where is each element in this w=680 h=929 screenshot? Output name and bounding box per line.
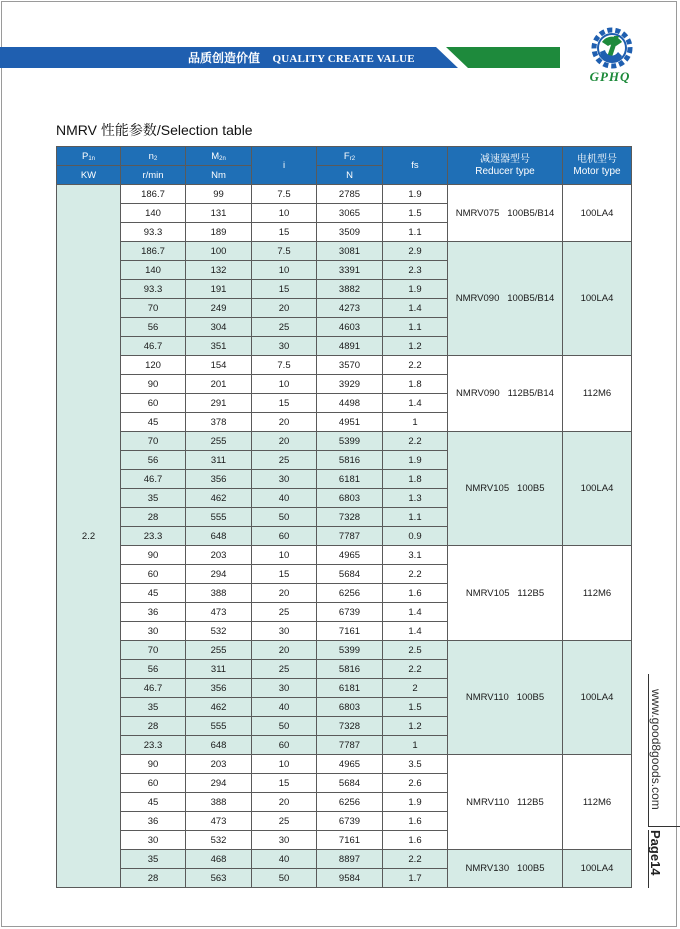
- service-factor-cell: 1.8: [383, 375, 448, 394]
- ratio-cell: 25: [252, 318, 317, 337]
- torque-cell: 131: [186, 204, 252, 223]
- torque-cell: 201: [186, 375, 252, 394]
- torque-cell: 191: [186, 280, 252, 299]
- speed-cell: 36: [121, 603, 186, 622]
- logo-text: GPHQ: [589, 69, 631, 84]
- speed-cell: 120: [121, 356, 186, 375]
- radial-load-cell: 3509: [317, 223, 383, 242]
- radial-load-cell: 2785: [317, 185, 383, 204]
- torque-cell: 294: [186, 565, 252, 584]
- service-factor-cell: 2.6: [383, 774, 448, 793]
- speed-cell: 56: [121, 660, 186, 679]
- service-factor-cell: 1.6: [383, 812, 448, 831]
- ratio-cell: 25: [252, 812, 317, 831]
- speed-cell: 46.7: [121, 337, 186, 356]
- table-row: [57, 850, 632, 869]
- radial-load-cell: 3065: [317, 204, 383, 223]
- speed-cell: 35: [121, 489, 186, 508]
- reducer-type-cell: NMRV105 100B5: [448, 432, 563, 546]
- torque-cell: 648: [186, 736, 252, 755]
- speed-cell: 140: [121, 261, 186, 280]
- speed-cell: 140: [121, 204, 186, 223]
- radial-load-cell: 6739: [317, 812, 383, 831]
- torque-cell: 462: [186, 489, 252, 508]
- ratio-cell: 15: [252, 280, 317, 299]
- service-factor-cell: 1.7: [383, 869, 448, 888]
- ratio-cell: 20: [252, 432, 317, 451]
- radial-load-cell: 6181: [317, 470, 383, 489]
- service-factor-cell: 3.5: [383, 755, 448, 774]
- service-factor-cell: 1.4: [383, 622, 448, 641]
- ratio-cell: 7.5: [252, 356, 317, 375]
- service-factor-cell: 1.4: [383, 299, 448, 318]
- radial-load-cell: 4965: [317, 546, 383, 565]
- torque-cell: 255: [186, 641, 252, 660]
- service-factor-cell: 1.5: [383, 698, 448, 717]
- reducer-type-cell: NMRV090 100B5/B14: [448, 242, 563, 356]
- motor-type-cell: 112M6: [563, 755, 632, 850]
- radial-load-cell: 7161: [317, 831, 383, 850]
- motor-type-cell: 112M6: [563, 546, 632, 641]
- speed-cell: 93.3: [121, 223, 186, 242]
- motor-type-cell: 100LA4: [563, 432, 632, 546]
- col-header-reducer-type: 减速器型号 Reducer type: [448, 147, 563, 185]
- torque-cell: 291: [186, 394, 252, 413]
- ratio-cell: 40: [252, 698, 317, 717]
- service-factor-cell: 2.2: [383, 850, 448, 869]
- ratio-cell: 30: [252, 622, 317, 641]
- service-factor-cell: 2.2: [383, 565, 448, 584]
- speed-cell: 46.7: [121, 679, 186, 698]
- speed-cell: 28: [121, 508, 186, 527]
- page-number: Page14: [648, 830, 663, 876]
- service-factor-cell: 1.3: [383, 489, 448, 508]
- speed-cell: 45: [121, 413, 186, 432]
- ratio-cell: 10: [252, 546, 317, 565]
- ratio-cell: 40: [252, 850, 317, 869]
- reducer-type-cell: NMRV110 100B5: [448, 641, 563, 755]
- service-factor-cell: 2.2: [383, 356, 448, 375]
- service-factor-cell: 0.9: [383, 527, 448, 546]
- torque-cell: 473: [186, 812, 252, 831]
- ratio-cell: 20: [252, 641, 317, 660]
- service-factor-cell: 1.9: [383, 185, 448, 204]
- ratio-cell: 50: [252, 508, 317, 527]
- radial-load-cell: 6739: [317, 603, 383, 622]
- torque-cell: 462: [186, 698, 252, 717]
- service-factor-cell: 1: [383, 736, 448, 755]
- speed-cell: 60: [121, 565, 186, 584]
- table-row: [57, 185, 632, 204]
- service-factor-cell: 1.1: [383, 223, 448, 242]
- service-factor-cell: 1.9: [383, 793, 448, 812]
- service-factor-cell: 1.4: [383, 394, 448, 413]
- unit-speed: r/min: [121, 166, 186, 185]
- table-row: [57, 755, 632, 774]
- torque-cell: 203: [186, 546, 252, 565]
- torque-cell: 100: [186, 242, 252, 261]
- motor-type-cell: 100LA4: [563, 850, 632, 888]
- speed-cell: 45: [121, 793, 186, 812]
- service-factor-cell: 1.1: [383, 318, 448, 337]
- radial-load-cell: 5399: [317, 432, 383, 451]
- speed-cell: 186.7: [121, 185, 186, 204]
- ratio-cell: 30: [252, 679, 317, 698]
- speed-cell: 56: [121, 318, 186, 337]
- radial-load-cell: 8897: [317, 850, 383, 869]
- ratio-cell: 20: [252, 584, 317, 603]
- radial-load-cell: 9584: [317, 869, 383, 888]
- speed-cell: 60: [121, 774, 186, 793]
- ratio-cell: 50: [252, 869, 317, 888]
- ratio-cell: 60: [252, 736, 317, 755]
- torque-cell: 249: [186, 299, 252, 318]
- service-factor-cell: 2.9: [383, 242, 448, 261]
- reducer-type-cell: NMRV110 112B5: [448, 755, 563, 850]
- radial-load-cell: 5684: [317, 565, 383, 584]
- ratio-cell: 10: [252, 755, 317, 774]
- side-divider: [648, 826, 680, 827]
- ratio-cell: 15: [252, 223, 317, 242]
- col-header-service-factor: fs: [383, 147, 448, 185]
- table-row: [57, 432, 632, 451]
- service-factor-cell: 1.9: [383, 451, 448, 470]
- ratio-cell: 7.5: [252, 242, 317, 261]
- section-title: NMRV 性能参数/Selection table: [56, 122, 253, 138]
- torque-cell: 356: [186, 470, 252, 489]
- torque-cell: 154: [186, 356, 252, 375]
- banner-cn-title: 品质创造价值: [188, 51, 261, 65]
- reducer-type-cell: NMRV105 112B5: [448, 546, 563, 641]
- radial-load-cell: 3391: [317, 261, 383, 280]
- motor-type-cell: 100LA4: [563, 242, 632, 356]
- unit-radial-load: N: [317, 166, 383, 185]
- speed-cell: 90: [121, 546, 186, 565]
- radial-load-cell: 6803: [317, 698, 383, 717]
- torque-cell: 388: [186, 793, 252, 812]
- table-header-row: [57, 147, 632, 166]
- service-factor-cell: 1.4: [383, 603, 448, 622]
- radial-load-cell: 6803: [317, 489, 383, 508]
- radial-load-cell: 7161: [317, 622, 383, 641]
- speed-cell: 90: [121, 375, 186, 394]
- table-row: [57, 242, 632, 261]
- speed-cell: 70: [121, 299, 186, 318]
- speed-cell: 30: [121, 622, 186, 641]
- speed-cell: 60: [121, 394, 186, 413]
- torque-cell: 189: [186, 223, 252, 242]
- radial-load-cell: 7787: [317, 736, 383, 755]
- ratio-cell: 60: [252, 527, 317, 546]
- unit-torque: Nm: [186, 166, 252, 185]
- torque-cell: 532: [186, 622, 252, 641]
- ratio-cell: 25: [252, 660, 317, 679]
- torque-cell: 304: [186, 318, 252, 337]
- ratio-cell: 7.5: [252, 185, 317, 204]
- motor-type-cell: 112M6: [563, 356, 632, 432]
- radial-load-cell: 6256: [317, 793, 383, 812]
- speed-cell: 46.7: [121, 470, 186, 489]
- speed-cell: 30: [121, 831, 186, 850]
- ratio-cell: 20: [252, 299, 317, 318]
- speed-cell: 35: [121, 698, 186, 717]
- ratio-cell: 15: [252, 394, 317, 413]
- radial-load-cell: 7328: [317, 717, 383, 736]
- torque-cell: 468: [186, 850, 252, 869]
- torque-cell: 311: [186, 451, 252, 470]
- radial-load-cell: 3929: [317, 375, 383, 394]
- ratio-cell: 15: [252, 565, 317, 584]
- radial-load-cell: 3882: [317, 280, 383, 299]
- ratio-cell: 20: [252, 413, 317, 432]
- col-header-power: $P_{1n}$: [57, 147, 121, 166]
- radial-load-cell: 4965: [317, 755, 383, 774]
- speed-cell: 45: [121, 584, 186, 603]
- torque-cell: 132: [186, 261, 252, 280]
- banner-en-title: QUALITY CREATE VALUE: [272, 53, 415, 65]
- selection-table: [56, 146, 632, 888]
- torque-cell: 532: [186, 831, 252, 850]
- torque-cell: 203: [186, 755, 252, 774]
- ratio-cell: 30: [252, 470, 317, 489]
- torque-cell: 473: [186, 603, 252, 622]
- ratio-cell: 30: [252, 337, 317, 356]
- col-header-torque: $M_{2n}$: [186, 147, 252, 166]
- service-factor-cell: 1.1: [383, 508, 448, 527]
- torque-cell: 378: [186, 413, 252, 432]
- speed-cell: 36: [121, 812, 186, 831]
- speed-cell: 93.3: [121, 280, 186, 299]
- power-cell: 2.2: [57, 185, 121, 888]
- radial-load-cell: 4891: [317, 337, 383, 356]
- ratio-cell: 30: [252, 831, 317, 850]
- col-header-ratio: i: [252, 147, 317, 185]
- reducer-type-cell: NMRV075 100B5/B14: [448, 185, 563, 242]
- torque-cell: 555: [186, 717, 252, 736]
- service-factor-cell: 2.2: [383, 660, 448, 679]
- service-factor-cell: 2: [383, 679, 448, 698]
- service-factor-cell: 1.6: [383, 584, 448, 603]
- unit-power: KW: [57, 166, 121, 185]
- torque-cell: 555: [186, 508, 252, 527]
- speed-cell: 35: [121, 850, 186, 869]
- torque-cell: 356: [186, 679, 252, 698]
- ratio-cell: 50: [252, 717, 317, 736]
- col-header-radial-load: $F_{r2}$: [317, 147, 383, 166]
- radial-load-cell: 5816: [317, 660, 383, 679]
- col-header-speed: $n_2$: [121, 147, 186, 166]
- ratio-cell: 25: [252, 451, 317, 470]
- col-header-motor-type: 电机型号 Motor type: [563, 147, 632, 185]
- torque-cell: 255: [186, 432, 252, 451]
- motor-type-cell: 100LA4: [563, 185, 632, 242]
- table-row: [57, 546, 632, 565]
- torque-cell: 563: [186, 869, 252, 888]
- ratio-cell: 20: [252, 793, 317, 812]
- radial-load-cell: 4603: [317, 318, 383, 337]
- service-factor-cell: 1.5: [383, 204, 448, 223]
- header-banner: [0, 47, 560, 68]
- ratio-cell: 40: [252, 489, 317, 508]
- torque-cell: 351: [186, 337, 252, 356]
- speed-cell: 70: [121, 641, 186, 660]
- ratio-cell: 10: [252, 375, 317, 394]
- radial-load-cell: 4273: [317, 299, 383, 318]
- torque-cell: 99: [186, 185, 252, 204]
- radial-load-cell: 4951: [317, 413, 383, 432]
- speed-cell: 28: [121, 717, 186, 736]
- torque-cell: 388: [186, 584, 252, 603]
- service-factor-cell: 1.2: [383, 337, 448, 356]
- ratio-cell: 15: [252, 774, 317, 793]
- ratio-cell: 25: [252, 603, 317, 622]
- speed-cell: 23.3: [121, 527, 186, 546]
- company-logo: [574, 26, 646, 86]
- speed-cell: 70: [121, 432, 186, 451]
- speed-cell: 56: [121, 451, 186, 470]
- service-factor-cell: 1.2: [383, 717, 448, 736]
- torque-cell: 294: [186, 774, 252, 793]
- radial-load-cell: 5816: [317, 451, 383, 470]
- torque-cell: 648: [186, 527, 252, 546]
- reducer-type-cell: NMRV090 112B5/B14: [448, 356, 563, 432]
- speed-cell: 186.7: [121, 242, 186, 261]
- service-factor-cell: 1.8: [383, 470, 448, 489]
- radial-load-cell: 3081: [317, 242, 383, 261]
- radial-load-cell: 7328: [317, 508, 383, 527]
- radial-load-cell: 6181: [317, 679, 383, 698]
- ratio-cell: 10: [252, 204, 317, 223]
- service-factor-cell: 3.1: [383, 546, 448, 565]
- table-body: [57, 185, 632, 888]
- service-factor-cell: 2.5: [383, 641, 448, 660]
- table-row: [57, 356, 632, 375]
- radial-load-cell: 3570: [317, 356, 383, 375]
- service-factor-cell: 1.6: [383, 831, 448, 850]
- radial-load-cell: 5684: [317, 774, 383, 793]
- speed-cell: 28: [121, 869, 186, 888]
- radial-load-cell: 5399: [317, 641, 383, 660]
- reducer-type-cell: NMRV130 100B5: [448, 850, 563, 888]
- service-factor-cell: 2.2: [383, 432, 448, 451]
- motor-type-cell: 100LA4: [563, 641, 632, 755]
- website-url: www.good8goods.com: [649, 689, 663, 810]
- speed-cell: 90: [121, 755, 186, 774]
- speed-cell: 23.3: [121, 736, 186, 755]
- radial-load-cell: 4498: [317, 394, 383, 413]
- service-factor-cell: 1: [383, 413, 448, 432]
- table-row: [57, 641, 632, 660]
- service-factor-cell: 2.3: [383, 261, 448, 280]
- radial-load-cell: 6256: [317, 584, 383, 603]
- torque-cell: 311: [186, 660, 252, 679]
- ratio-cell: 10: [252, 261, 317, 280]
- gear-logo-icon: [574, 26, 646, 72]
- radial-load-cell: 7787: [317, 527, 383, 546]
- service-factor-cell: 1.9: [383, 280, 448, 299]
